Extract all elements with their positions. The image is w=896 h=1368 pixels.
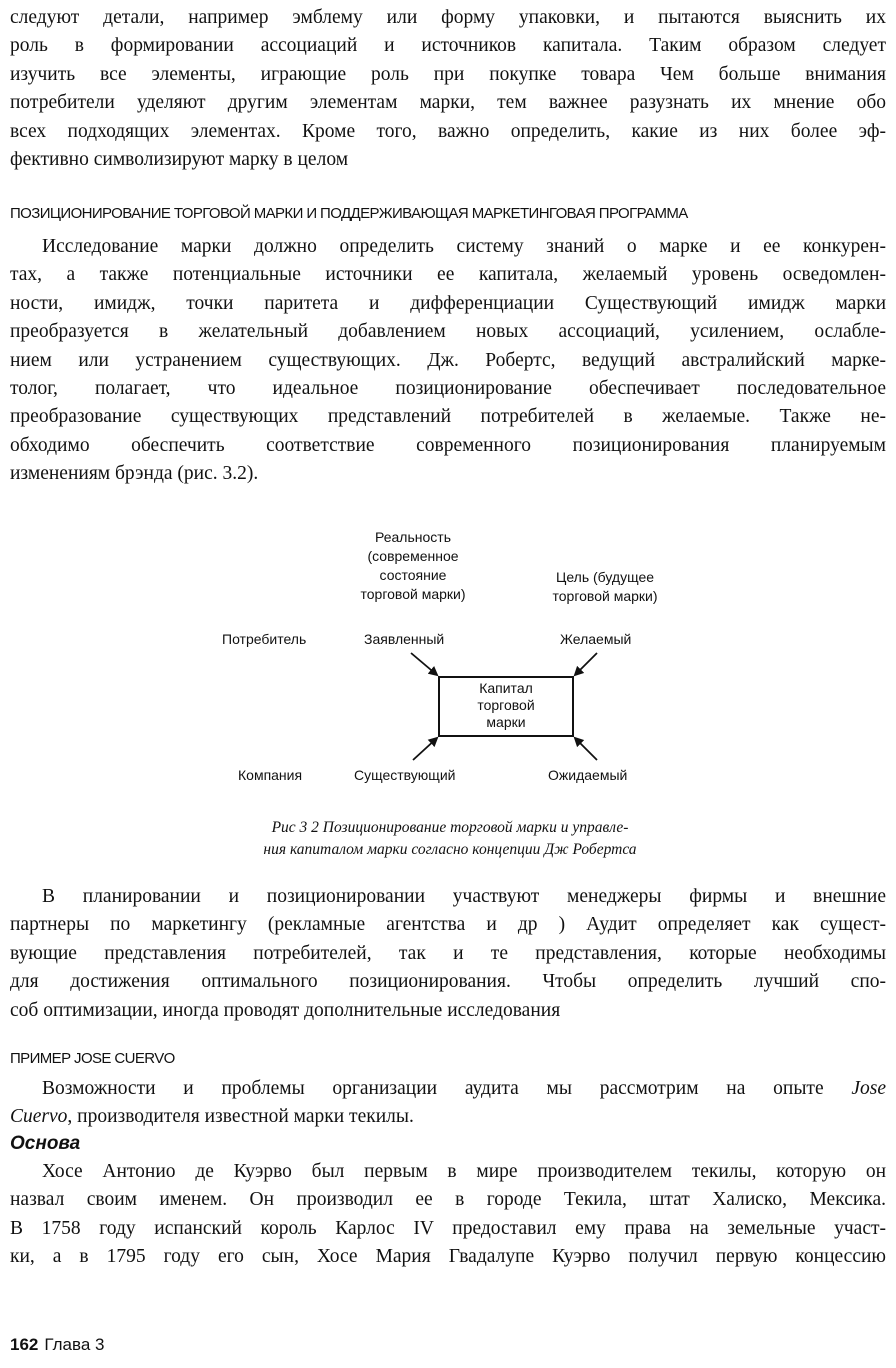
text-line: В планировании и позиционировании участвуют менеджеры фирмы и внешние: [42, 886, 886, 907]
figure-label-existing: Существующий: [354, 767, 456, 783]
brand-name: Jose: [851, 1078, 886, 1099]
text-line: ности, имидж, точки паритета и дифференциации Существующий имидж марки: [10, 292, 886, 314]
text-run: Возможности и проблемы организации аудита мы рассмотрим на опыте: [42, 1078, 852, 1099]
text-line: соб оптимизации, иногда проводят дополнительные исследования: [10, 999, 561, 1021]
paragraph-1: [10, 4, 886, 174]
text-line: потребители уделяют другим элементам марки, тем важнее разузнать их мнение обо: [10, 92, 886, 114]
text-line: Хосе Антонио де Куэрво был первым в мире производителем текилы, которую он: [42, 1161, 886, 1182]
text-line: изучить все элементы, играющие роль при покупке товара Чем больше внимания: [10, 63, 886, 85]
figure-caption: [190, 816, 710, 862]
text-line: В 1758 году испанский король Карлос IV предоставил ему права на земельные участ-: [10, 1217, 886, 1239]
text-line: всех подходящих элементах. Кроме того, важно определить, какие из них более эф-: [10, 120, 886, 142]
text-line: назвал своим именем. Он производил ее в городе Текила, штат Халиско, Мексика.: [10, 1189, 886, 1211]
arrow-existing: [413, 738, 437, 760]
text-line: толог, полагает, что идеальное позиционирование обеспечивает последовательное: [10, 378, 886, 400]
brand-name: Cuervo: [10, 1106, 68, 1128]
page-number: 162: [10, 1335, 39, 1354]
text-line: обходимо обеспечить соответствие современного позиционирования планируемым: [10, 434, 886, 456]
caption-line: Рис 3 2 Позиционирование торговой марки и управле-: [271, 819, 629, 836]
figure-label-expected: Ожидаемый: [548, 767, 628, 783]
text-line: для достижения оптимального позиционирования. Чтобы определить лучший спо-: [10, 971, 886, 993]
paragraph-5: [10, 1158, 886, 1272]
arrow-expected: [575, 738, 597, 760]
text-line: изменениям брэнда (рис. 3.2).: [10, 463, 259, 485]
page-footer: [10, 1335, 104, 1355]
paragraph-2: [10, 233, 886, 489]
figure-label-consumer: Потребитель: [222, 631, 307, 647]
paragraph-3: [10, 883, 886, 1025]
text-line: следуют детали, например эмблему или форму упаковки, и пытаются выяснить их: [10, 7, 886, 28]
subheading-basis: Основа: [10, 1133, 81, 1154]
section-heading-positioning: ПОЗИЦИОНИРОВАНИЕ ТОРГОВОЙ МАРКИ И ПОДДЕРЖИВАЮЩАЯ МАРКЕТИНГОВАЯ ПРОГРАММА: [10, 205, 688, 222]
figure-label-reality: Реальность (современное состояние торговой марки): [360, 529, 466, 602]
figure-label-desired: Желаемый: [560, 631, 632, 647]
section-heading-example: ПРИМЕР JOSE CUERVO: [10, 1050, 175, 1067]
text-line: вующие представления потребителей, так и те представления, которые необходимы: [10, 942, 886, 964]
text-line: Исследование марки должно определить систему знаний о марке и ее конкурен-: [42, 236, 886, 257]
chapter-label: Глава 3: [44, 1335, 105, 1354]
figure-label-company: Компания: [238, 767, 303, 783]
text-line: [10, 1075, 886, 1103]
text-line: роль в формировании ассоциаций и источников капитала. Таким образом следует: [10, 35, 886, 57]
arrow-desired: [575, 653, 597, 675]
text-line: нием или устранением существующих. Дж. Робертс, ведущий австралийский марке-: [10, 349, 886, 371]
text-line: тах, а также потенциальные источники ее капитала, желаемый уровень осведомлен-: [10, 264, 886, 286]
caption-line: ния капиталом марки согласно концепции Дж Робертса: [263, 841, 637, 858]
text-line: фективно символизируют марку в целом: [10, 149, 349, 171]
arrow-declared: [411, 653, 437, 675]
text-line: преобразуется в желательный добавлением новых ассоциаций, усилением, ослабле-: [10, 321, 886, 343]
text-line: партнеры по маркетингу (рекламные агентства и др ) Аудит определяет как сущест-: [10, 914, 886, 936]
text-line: ки, а в 1795 году его сын, Хосе Мария Гвадалупе Куэрво получил первую концессию: [10, 1246, 886, 1268]
text-line: [10, 1103, 886, 1131]
figure-box-label: Капитал торговой марки: [477, 680, 535, 730]
figure-label-declared: Заявленный: [364, 631, 445, 647]
figure-label-goal: Цель (будущее торговой марки): [552, 569, 658, 604]
text-run: , производителя известной марки текилы.: [67, 1106, 414, 1128]
paragraph-4: [10, 1075, 886, 1132]
text-line: преобразование существующих представлений потребителей в желаемые. Также не-: [10, 406, 886, 428]
